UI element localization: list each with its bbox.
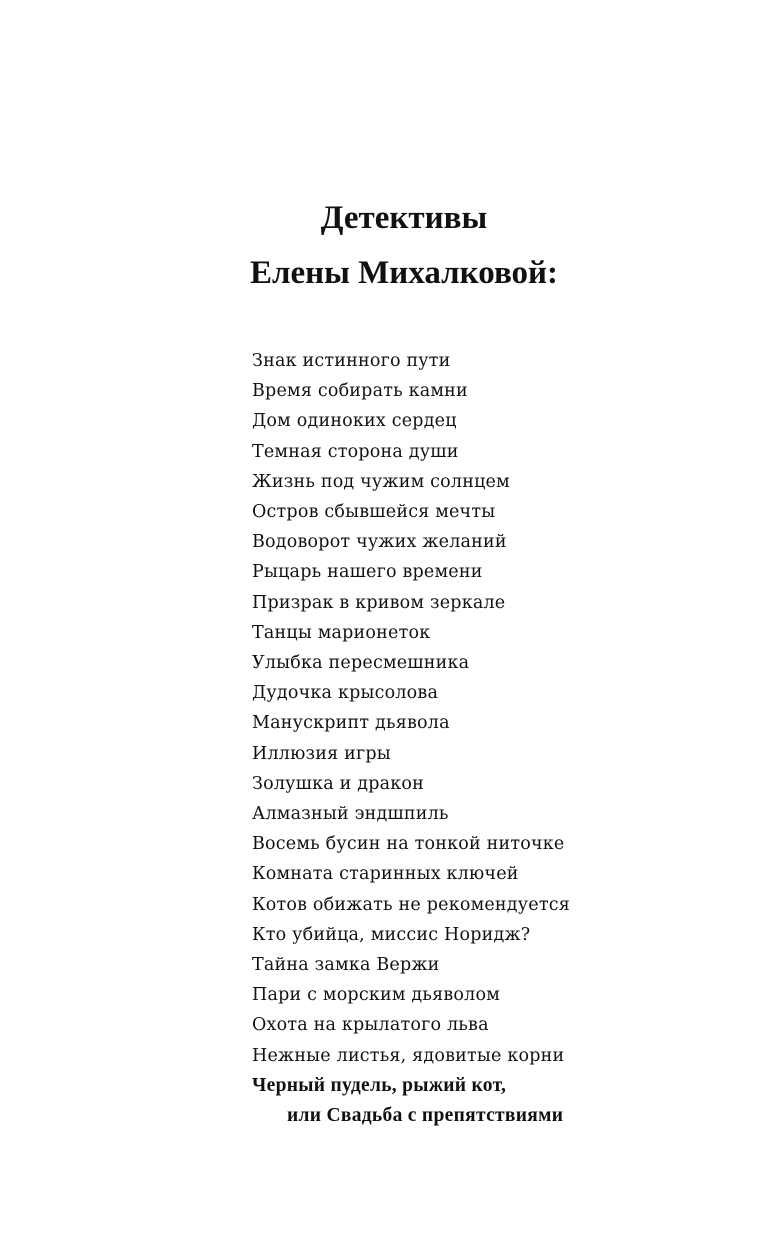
book-title: Золушка и дракон <box>252 773 425 794</box>
book-title: Улыбка пересмешника <box>252 653 470 674</box>
book-title: Рыцарь нашего времени <box>252 562 483 583</box>
book-title: Манускрипт дьявола <box>252 713 450 734</box>
book-title: Дудочка крысолова <box>252 683 439 704</box>
book-title: Дом одиноких сердец <box>252 411 457 432</box>
book-title: Комната старинных ключей <box>252 864 519 885</box>
book-title: Алмазный эндшпиль <box>252 804 449 825</box>
book-title: Котов обижать не рекомендуется <box>252 894 570 915</box>
book-list <box>252 346 570 1131</box>
book-title: Знак истинного пути <box>252 351 451 371</box>
book-title: Охота на крылатого льва <box>252 1015 489 1036</box>
book-title: Танцы марионеток <box>252 622 431 643</box>
book-title: Жизнь под чужим солнцем <box>252 471 510 492</box>
book-title: Пари с морским дьяволом <box>252 985 501 1006</box>
book-title: Темная сторона души <box>252 441 459 462</box>
latest-book-title <box>252 1071 570 1131</box>
heading-line-1: Детективы <box>320 200 488 236</box>
book-title: Иллюзия игры <box>252 743 391 764</box>
latest-book-line-2: или Свадьба с препятствиями <box>287 1105 564 1127</box>
book-title: Остров сбывшейся мечты <box>252 502 496 523</box>
book-title: Водоворот чужих желаний <box>252 532 507 553</box>
latest-book-line-1: Черный пудель, рыжий кот, <box>252 1074 507 1096</box>
book-title: Время собирать камни <box>252 381 468 402</box>
book-title: Восемь бусин на тонкой ниточке <box>252 834 565 855</box>
book-title: Кто убийца, миссис Норидж? <box>252 924 531 945</box>
book-title: Нежные листья, ядовитые корни <box>252 1045 565 1066</box>
heading-line-2: Елены Михалковой: <box>249 255 559 291</box>
book-title: Тайна замка Вержи <box>252 955 440 976</box>
book-title: Призрак в кривом зеркале <box>252 592 506 613</box>
